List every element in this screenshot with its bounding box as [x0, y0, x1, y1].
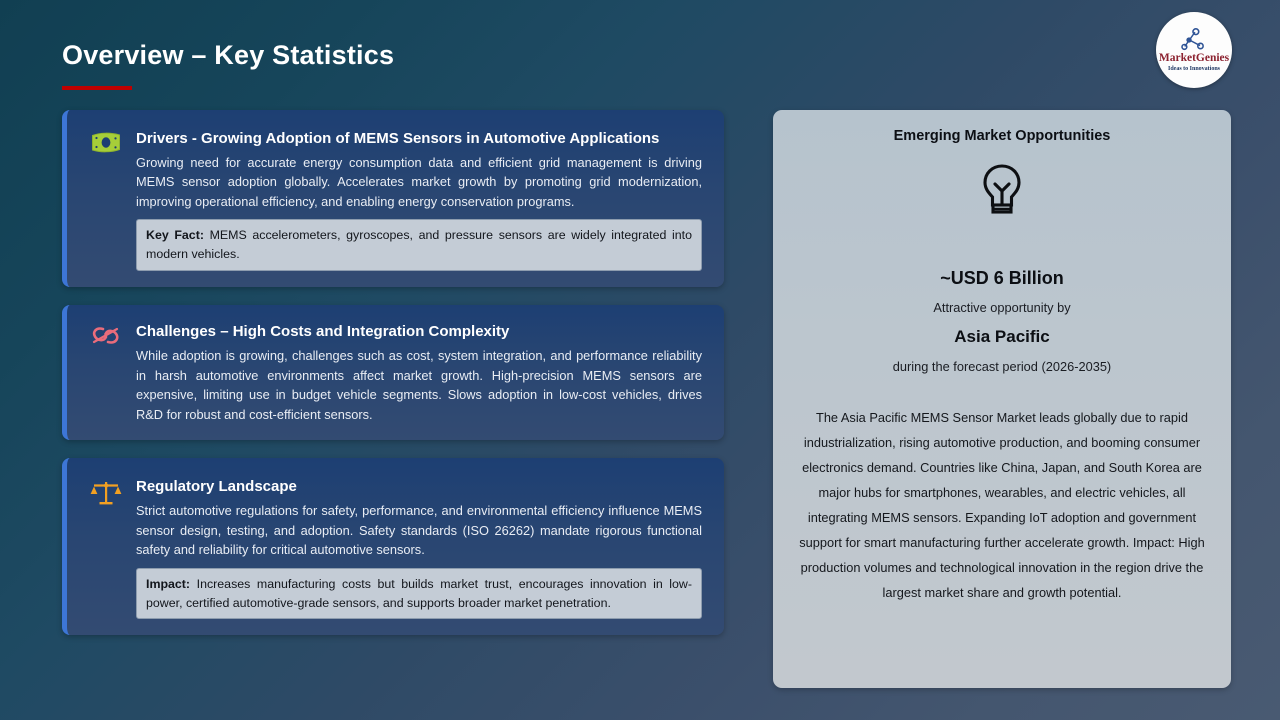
card-title: Regulatory Landscape — [136, 478, 297, 496]
brand-logo — [1156, 12, 1232, 88]
card-text: While adoption is growing, challenges such as cost, system integration, and performance reliability in harsh automotive environments affect market growth. High-precision MEMS sensors are expensive, limiting use in budget vehicle segments. Slows adoption in low-cost vehicles, drives R&D for robust and cost-efficient sensors. — [136, 347, 702, 422]
callout-label: Impact: — [146, 576, 191, 591]
card-regulatory[interactable] — [62, 458, 724, 635]
broken-chain-icon — [89, 321, 123, 424]
emerging-opportunities-panel — [773, 110, 1231, 688]
lightbulb-icon — [791, 162, 1213, 218]
panel-paragraph: The Asia Pacific MEMS Sensor Market leads globally due to rapid industrialization, rising automotive production, and booming consumer electronics demand. Countries like China, Japan, and South Korea are major hubs for smartphones, wearables, and electric vehicles, all integrating MEMS sensors. Expanding IoT adoption and government support for smart manufacturing further accelerate growth. Impact: High production volumes and technological innovation in the region drive the largest market share and growth potential. — [799, 410, 1205, 600]
card-title: Challenges – High Costs and Integration Complexity — [136, 323, 510, 341]
card-title: Drivers - Growing Adoption of MEMS Sensors in Automotive Applications — [136, 130, 660, 147]
title-underline-accent — [62, 86, 132, 90]
callout-label: Key Fact: — [146, 228, 204, 243]
forecast-period: during the forecast period (2026-2035) — [892, 359, 1112, 374]
left-column — [62, 110, 724, 653]
card-challenges[interactable] — [62, 305, 724, 440]
card-text: Growing need for accurate energy consumption data and efficient grid management is driving MEMS sensor adoption globally. Accelerates market growth by promoting grid modernization, improving operational efficiency, and enabling energy conservation programs. — [136, 154, 702, 209]
card-body — [136, 321, 702, 424]
key-fact-callout — [136, 219, 702, 271]
card-body — [136, 476, 702, 619]
panel-title: Emerging Market Opportunities — [893, 128, 1111, 144]
balance-scale-icon — [89, 476, 123, 619]
card-text: Strict automotive regulations for safety, performance, and environmental efficiency influence MEMS sensor design, testing, and adoption. Safety standards (ISO 26262) mandate rigorous functional safety and reliability for critical automotive sensors. — [136, 502, 702, 558]
card-drivers[interactable] — [62, 110, 724, 287]
logo-name: MarketGenies — [1158, 52, 1230, 64]
page-title: Overview – Key Statistics — [62, 40, 395, 70]
callout-text: Increases manufacturing costs but builds market trust, encourages innovation in low-power, certified automotive-grade sensors, and supports broader market penetration. — [146, 576, 692, 610]
money-banknote-icon — [89, 128, 123, 271]
callout-text: MEMS accelerometers, gyroscopes, and pressure sensors are widely integrated into modern vehicles. — [146, 228, 692, 262]
card-body — [136, 128, 702, 271]
impact-callout — [136, 568, 702, 620]
opportunity-subtitle: Attractive opportunity by — [933, 300, 1071, 315]
market-value: ~USD 6 Billion — [940, 268, 1064, 288]
logo-tagline: Ideas to Innovations — [1167, 66, 1220, 72]
region-name: Asia Pacific — [954, 327, 1050, 346]
network-nodes-icon — [1181, 28, 1207, 52]
